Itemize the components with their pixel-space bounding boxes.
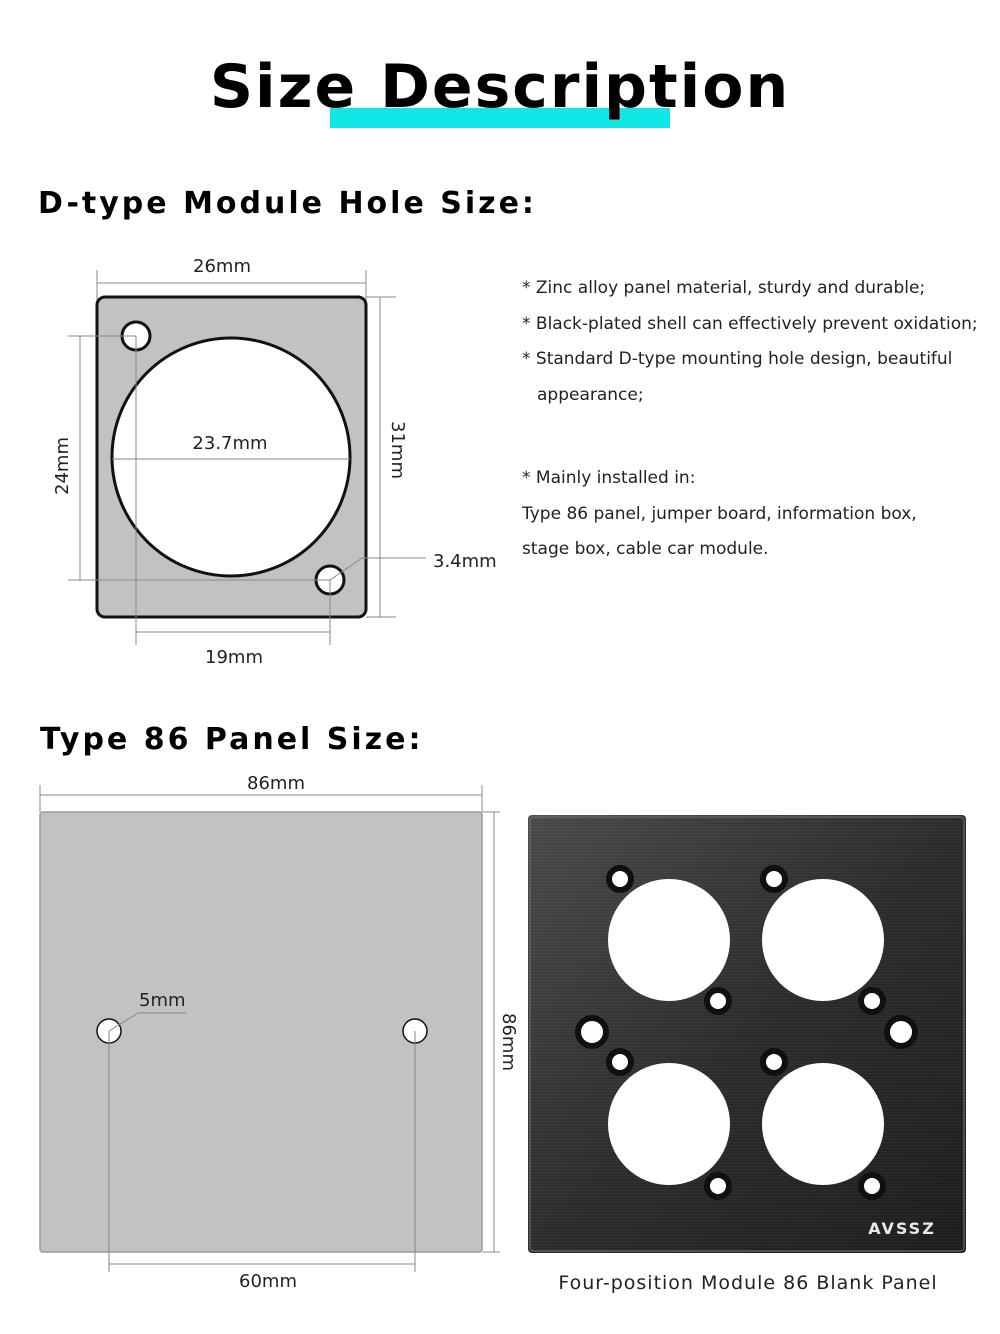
page-title: Size Description <box>209 52 791 122</box>
photo-hole <box>608 879 730 1001</box>
install-line: Type 86 panel, jumper board, information box, <box>522 503 917 524</box>
panel86-spacing-label: 60mm <box>239 1271 297 1292</box>
panel86-hole-label: 5mm <box>139 990 186 1011</box>
install-line: stage box, cable car module. <box>522 539 769 559</box>
photo-screw <box>763 1051 785 1073</box>
photo-screw <box>707 990 729 1012</box>
feature-item: * Black-plated shell can effectively prevent oxidation; <box>522 313 978 334</box>
dtype-height-label: 31mm <box>387 421 408 479</box>
dtype-main-hole <box>112 338 350 576</box>
photo-hole <box>762 879 884 1001</box>
photo-screw <box>763 868 785 890</box>
dtype-bottom-label: 19mm <box>205 647 263 668</box>
feature-item: * Zinc alloy panel material, sturdy and durable; <box>522 278 926 298</box>
photo-screw <box>609 1051 631 1073</box>
photo-brand-logo: AVSSZ <box>868 1219 936 1238</box>
dtype-screw-label: 3.4mm <box>433 551 497 572</box>
photo-screw <box>861 990 883 1012</box>
photo-mount-hole <box>887 1018 915 1046</box>
photo-hole <box>608 1063 730 1185</box>
dtype-hole-span-label: 24mm <box>52 437 73 495</box>
photo-screw <box>609 868 631 890</box>
install-title: * Mainly installed in: <box>522 468 696 488</box>
photo-mount-hole <box>578 1018 606 1046</box>
panel86-diagram <box>0 770 520 1310</box>
dtype-heading: D-type Module Hole Size: <box>38 186 537 221</box>
panel-product-photo <box>528 815 968 1255</box>
feature-list <box>522 276 992 573</box>
feature-item: * Standard D-type mounting hole design, beautiful <box>522 349 953 369</box>
photo-screw <box>707 1175 729 1197</box>
photo-caption: Four-position Module 86 Blank Panel <box>558 1272 938 1294</box>
dtype-diagram <box>0 240 520 680</box>
panel86-width-label: 86mm <box>247 773 305 794</box>
photo-hole <box>762 1063 884 1185</box>
panel86-height-label: 86mm <box>498 1013 519 1071</box>
dtype-circle-label: 23.7mm <box>192 433 268 454</box>
photo-screw <box>861 1175 883 1197</box>
dtype-width-label: 26mm <box>193 256 251 277</box>
panel86-heading: Type 86 Panel Size: <box>40 722 424 757</box>
feature-item-continued: appearance; <box>537 384 644 405</box>
